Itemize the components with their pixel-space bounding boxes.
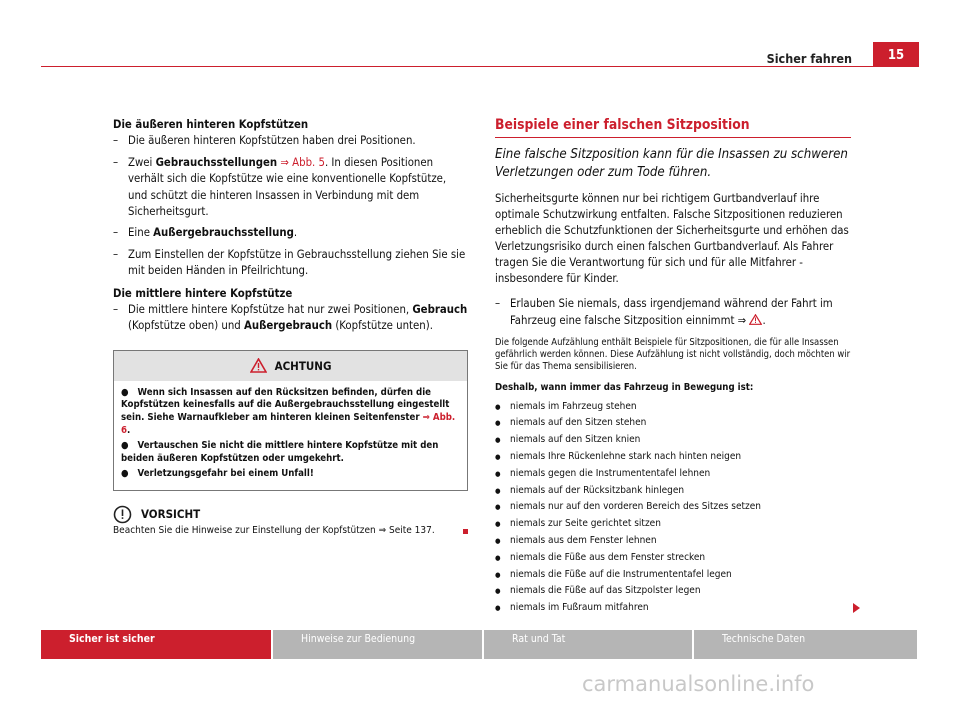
right-column <box>495 117 851 617</box>
bullet-list <box>495 399 851 617</box>
heading-middle-headrest: Die mittlere hintere Kopfstütze <box>113 286 293 300</box>
list-item: – Erlauben Sie niemals, dass irgendjemand während der Fahrt im Fahrzeug eine falsche Sitzposition einnimmt ⇒ . <box>495 296 851 329</box>
footer-tab-rat[interactable]: Rat und Tat <box>484 630 692 659</box>
bullet-item: ● niemals Ihre Rückenlehne stark nach hinten neigen <box>495 449 851 466</box>
bullet-item: ● niemals im Fahrzeug stehen <box>495 399 851 416</box>
end-marker-icon <box>463 529 468 534</box>
caution-header <box>113 505 468 524</box>
warning-box <box>113 350 468 491</box>
list-item: – Eine Außergebrauchsstellung. <box>113 225 468 241</box>
footer-tab-bedienung[interactable]: Hinweise zur Bedienung <box>273 630 482 659</box>
left-column <box>113 117 468 538</box>
exclamation-circle-icon <box>113 505 132 524</box>
list-item: – Zum Einstellen der Kopfstütze in Gebrauchsstellung ziehen Sie sie mit beiden Händen in Pfeilrichtung. <box>113 247 468 280</box>
list-heading: Deshalb, wann immer das Fahrzeug in Bewegung ist: <box>495 382 754 394</box>
bullet-item: ● niemals die Füße auf das Sitzpolster legen <box>495 583 851 600</box>
section-intro: Eine falsche Sitzposition kann für die Insassen zu schweren Verletzungen oder zum Tode führen. <box>495 147 848 181</box>
figure-link[interactable]: ⇒ Abb. 5 <box>280 155 325 169</box>
warning-body <box>114 381 467 490</box>
footer-tab-technik[interactable]: Technische Daten <box>694 630 917 659</box>
figure-link[interactable]: ⇒ Abb. 6 <box>121 412 456 436</box>
section-body: Sicherheitsgurte können nur bei richtigem Gurtbandverlauf ihre optimale Schutzwirkung entfalten. Falsche Sitzpositionen reduzieren erheblich die Schutzfunktionen der Sicherheitsgurte und erhöhen das Verletzungsrisiko durch einen falschen Gurtbandverlauf. Als Fahrer tragen Sie die Verantwortung für sich und für alle Mitfahrer - insbesondere für Kinder. <box>495 192 849 286</box>
section-title: Beispiele einer falschen Sitzposition <box>495 117 851 138</box>
bullet-item: ● niemals aus dem Fenster lehnen <box>495 533 851 550</box>
list-item: – Die mittlere hintere Kopfstütze hat nur zwei Positionen, Gebrauch (Kopfstütze oben) und Außergebrauch (Kopfstütze unten). <box>113 302 468 335</box>
bullet-item: ● niemals nur auf den vorderen Bereich des Sitzes setzen <box>495 499 851 516</box>
bullet-item: ● niemals zur Seite gerichtet sitzen <box>495 516 851 533</box>
bullet-item: ● niemals auf den Sitzen knien <box>495 432 851 449</box>
warning-item: ● Vertauschen Sie nicht die mittlere hintere Kopfstütze mit den beiden äußeren Kopfstützen oder umgekehrt. <box>121 440 439 464</box>
footer-nav <box>41 630 919 659</box>
bullet-item: ● niemals die Füße auf die Instrumententafel legen <box>495 567 851 584</box>
bullet-item: ● niemals auf der Rücksitzbank hinlegen <box>495 483 851 500</box>
warning-triangle-icon[interactable] <box>749 314 762 325</box>
bullet-item: ● niemals die Füße aus dem Fenster strecken <box>495 550 851 567</box>
caution-title: VORSICHT <box>141 507 201 522</box>
bullet-item: ● niemals gegen die Instrumententafel lehnen <box>495 466 851 483</box>
warning-header <box>114 351 467 381</box>
footer-tab-sicher[interactable]: Sicher ist sicher <box>41 630 271 659</box>
watermark: carmanualsonline.info <box>582 672 815 696</box>
header-title: Sicher fahren <box>766 51 852 66</box>
warning-item: ● Wenn sich Insassen auf den Rücksitzen befinden, dürfen die Kopfstützen keinesfalls auf die Außergebrauchsstellung eingestellt sein. Siehe Warnaufkleber am hinteren kleinen Seitenfenster ⇒ Abb. 6. <box>121 386 456 436</box>
bullet-item: ● niemals im Fußraum mitfahren <box>495 600 851 617</box>
warning-title: ACHTUNG <box>274 358 332 373</box>
heading-outer-headrests: Die äußeren hinteren Kopfstützen <box>113 118 309 131</box>
list-item: – Die äußeren hinteren Kopfstützen haben drei Positionen. <box>113 133 468 149</box>
warning-item: ● Verletzungsgefahr bei einem Unfall! <box>121 468 314 480</box>
caution-text: Beachten Sie die Hinweise zur Einstellung der Kopfstützen ⇒ Seite 137. <box>113 524 468 538</box>
page-number: 15 <box>873 42 919 67</box>
continue-arrow-icon <box>853 603 860 613</box>
list-item: – Zwei Gebrauchsstellungen ⇒ Abb. 5. In diesen Positionen verhält sich die Kopfstütze wie eine konventionelle Kopfstütze, und schützt die hinteren Insassen in Verbindung mit dem Sicherheitsgurt. <box>113 155 468 221</box>
bullet-item: ● niemals auf den Sitzen stehen <box>495 415 851 432</box>
header-rule <box>41 66 919 67</box>
small-note: Die folgende Aufzählung enthält Beispiele für Sitzpositionen, die für alle Insassen gefährlich werden können. Diese Aufzählung ist nicht vollständig, doch möchten wir Sie für das Thema sensibilisieren. <box>495 337 851 373</box>
warning-triangle-icon <box>250 358 267 373</box>
